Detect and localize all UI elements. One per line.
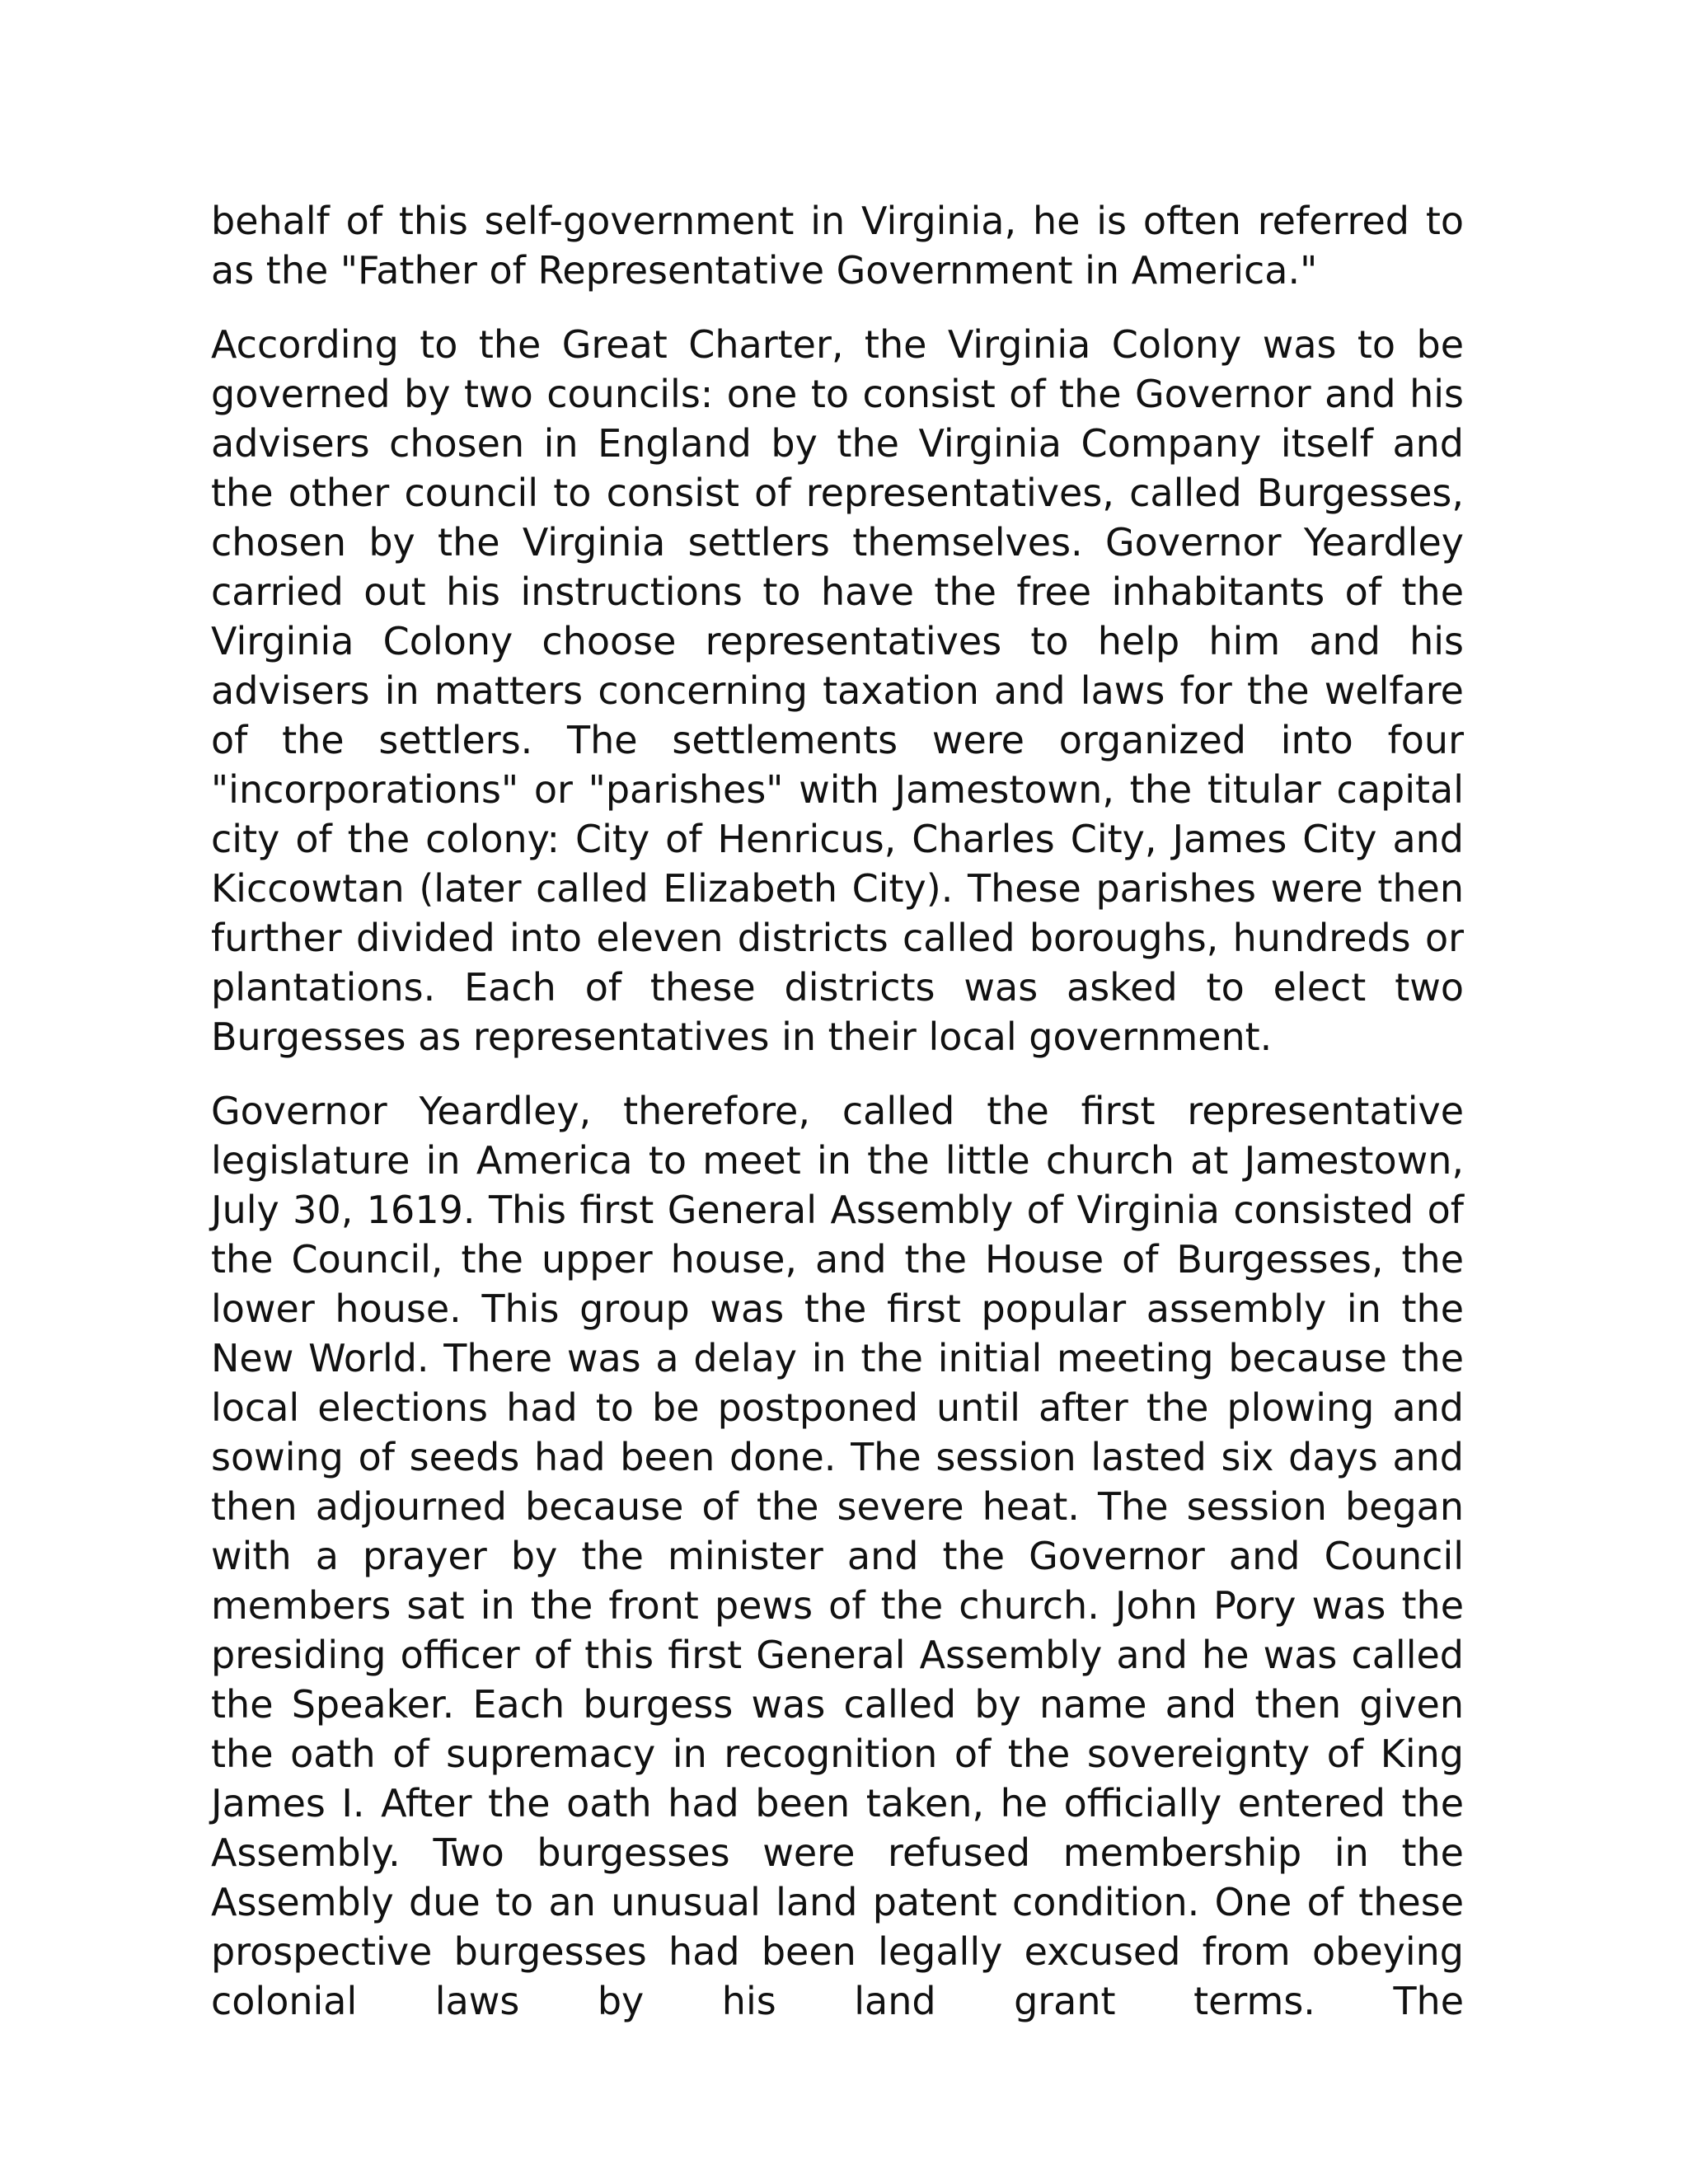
paragraph-1: behalf of this self-government in Virginia, he is often referred to as the "Father of Representative Government in America." bbox=[211, 199, 1464, 293]
paragraph-3: Governor Yeardley, therefore, called the first representative legislature in America to meet in the little church at Jamestown, July 30, 1619. This first General Assembly of Virginia consisted of the Council, the upper house, and the House of Burgesses, the lower house. This group was the first popular assembly in the New World. There was a delay in the initial meeting because the local elections had to be postponed until after the plowing and sowing of seeds had been done. The session lasted six days and then adjourned because of the severe heat. The session began with a prayer by the minister and the Governor and Council members sat in the front pews of the church. John Pory was the presiding officer of this first General Assembly and he was called the Speaker. Each burgess was called by name and then given the oath of supremacy in recognition of the sovereignty of King James I. After the oath had been taken, he officially entered the Assembly. Two burgesses were refused membership in the Assembly due to an unusual land patent condition. One of these prospective burgesses had been legally excused from obeying colonial laws by his land grant terms. The bbox=[211, 1089, 1464, 2023]
document-body bbox=[211, 196, 1464, 2050]
paragraph-2: According to the Great Charter, the Virginia Colony was to be governed by two councils: one to consist of the Governor and his advisers chosen in England by the Virginia Company itself and the other council to consist of representatives, called Burgesses, chosen by the Virginia settlers themselves. Governor Yeardley carried out his instructions to have the free inhabitants of the Virginia Colony choose representatives to help him and his advisers in matters concerning taxation and laws for the welfare of the settlers. The settlements were organized into four "incorporations" or "parishes" with Jamestown, the titular capital city of the colony: City of Henricus, Charles City, James City and Kiccowtan (later called Elizabeth City). These parishes were then further divided into eleven districts called boroughs, hundreds or plantations. Each of these districts was asked to elect two Burgesses as representatives in their local government. bbox=[211, 322, 1464, 1059]
